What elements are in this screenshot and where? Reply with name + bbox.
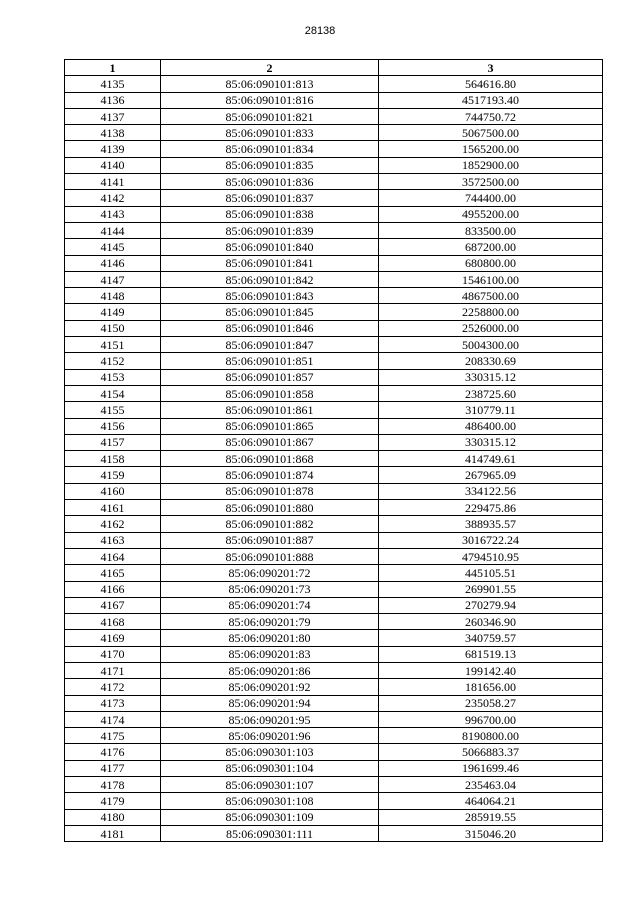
row-number-cell: 4172 xyxy=(65,679,161,695)
value-cell: 3016722.24 xyxy=(379,532,603,548)
cadastral-number-cell: 85:06:090201:96 xyxy=(161,728,379,744)
row-number-cell: 4154 xyxy=(65,385,161,401)
value-cell: 330315.12 xyxy=(379,434,603,450)
cadastral-number-cell: 85:06:090101:813 xyxy=(161,76,379,92)
row-number-cell: 4175 xyxy=(65,728,161,744)
table-header xyxy=(65,60,603,76)
value-cell: 181656.00 xyxy=(379,679,603,695)
value-cell: 330315.12 xyxy=(379,369,603,385)
row-number-cell: 4138 xyxy=(65,125,161,141)
cadastral-number-cell: 85:06:090301:111 xyxy=(161,825,379,841)
row-number-cell: 4166 xyxy=(65,581,161,597)
value-cell: 833500.00 xyxy=(379,222,603,238)
cadastral-number-cell: 85:06:090201:80 xyxy=(161,630,379,646)
table-row xyxy=(65,369,603,385)
table-row xyxy=(65,222,603,238)
value-cell: 269901.55 xyxy=(379,581,603,597)
value-cell: 340759.57 xyxy=(379,630,603,646)
cadastral-number-cell: 85:06:090101:837 xyxy=(161,190,379,206)
cadastral-number-cell: 85:06:090301:103 xyxy=(161,744,379,760)
cadastral-number-cell: 85:06:090101:835 xyxy=(161,157,379,173)
row-number-cell: 4165 xyxy=(65,565,161,581)
table-body xyxy=(65,76,603,842)
value-cell: 238725.60 xyxy=(379,385,603,401)
cadastral-number-cell: 85:06:090101:865 xyxy=(161,418,379,434)
table-row xyxy=(65,695,603,711)
table-row xyxy=(65,190,603,206)
row-number-cell: 4147 xyxy=(65,271,161,287)
table-row xyxy=(65,337,603,353)
table-row xyxy=(65,157,603,173)
value-cell: 2258800.00 xyxy=(379,304,603,320)
table-row xyxy=(65,255,603,271)
cadastral-number-cell: 85:06:090101:874 xyxy=(161,467,379,483)
cadastral-number-cell: 85:06:090201:72 xyxy=(161,565,379,581)
table-row xyxy=(65,597,603,613)
row-number-cell: 4180 xyxy=(65,809,161,825)
cadastral-number-cell: 85:06:090201:92 xyxy=(161,679,379,695)
value-cell: 996700.00 xyxy=(379,711,603,727)
table-row xyxy=(65,825,603,841)
value-cell: 681519.13 xyxy=(379,646,603,662)
table-row xyxy=(65,418,603,434)
value-cell: 5066883.37 xyxy=(379,744,603,760)
value-cell: 208330.69 xyxy=(379,353,603,369)
cadastral-number-cell: 85:06:090201:94 xyxy=(161,695,379,711)
row-number-cell: 4167 xyxy=(65,597,161,613)
table-row xyxy=(65,760,603,776)
cadastral-number-cell: 85:06:090101:816 xyxy=(161,92,379,108)
cadastral-number-cell: 85:06:090101:878 xyxy=(161,483,379,499)
cadastral-number-cell: 85:06:090201:86 xyxy=(161,662,379,678)
cadastral-number-cell: 85:06:090101:858 xyxy=(161,385,379,401)
table-row xyxy=(65,500,603,516)
cadastral-number-cell: 85:06:090101:834 xyxy=(161,141,379,157)
cadastral-number-cell: 85:06:090101:887 xyxy=(161,532,379,548)
row-number-cell: 4153 xyxy=(65,369,161,385)
value-cell: 744400.00 xyxy=(379,190,603,206)
value-cell: 687200.00 xyxy=(379,239,603,255)
column-header-1: 1 xyxy=(65,60,161,76)
value-cell: 310779.11 xyxy=(379,402,603,418)
table-row xyxy=(65,662,603,678)
value-cell: 3572500.00 xyxy=(379,174,603,190)
value-cell: 2526000.00 xyxy=(379,320,603,336)
table-row xyxy=(65,679,603,695)
cadastral-number-cell: 85:06:090101:841 xyxy=(161,255,379,271)
value-cell: 235463.04 xyxy=(379,777,603,793)
table-row xyxy=(65,353,603,369)
value-cell: 4794510.95 xyxy=(379,548,603,564)
cadastral-number-cell: 85:06:090301:107 xyxy=(161,777,379,793)
table-row xyxy=(65,728,603,744)
value-cell: 388935.57 xyxy=(379,516,603,532)
cadastral-number-cell: 85:06:090101:840 xyxy=(161,239,379,255)
cadastral-number-cell: 85:06:090201:83 xyxy=(161,646,379,662)
cadastral-number-cell: 85:06:090101:838 xyxy=(161,206,379,222)
value-cell: 8190800.00 xyxy=(379,728,603,744)
row-number-cell: 4141 xyxy=(65,174,161,190)
value-cell: 1546100.00 xyxy=(379,271,603,287)
row-number-cell: 4159 xyxy=(65,467,161,483)
cadastral-number-cell: 85:06:090101:888 xyxy=(161,548,379,564)
table-row xyxy=(65,108,603,124)
table-row xyxy=(65,174,603,190)
table-row xyxy=(65,92,603,108)
value-cell: 334122.56 xyxy=(379,483,603,499)
row-number-cell: 4179 xyxy=(65,793,161,809)
row-number-cell: 4160 xyxy=(65,483,161,499)
row-number-cell: 4151 xyxy=(65,337,161,353)
cadastral-number-cell: 85:06:090201:73 xyxy=(161,581,379,597)
value-cell: 270279.94 xyxy=(379,597,603,613)
table-row xyxy=(65,744,603,760)
registry-table xyxy=(64,59,603,842)
cadastral-number-cell: 85:06:090101:836 xyxy=(161,174,379,190)
value-cell: 464064.21 xyxy=(379,793,603,809)
row-number-cell: 4150 xyxy=(65,320,161,336)
row-number-cell: 4135 xyxy=(65,76,161,92)
table-row xyxy=(65,581,603,597)
row-number-cell: 4173 xyxy=(65,695,161,711)
value-cell: 229475.86 xyxy=(379,500,603,516)
row-number-cell: 4139 xyxy=(65,141,161,157)
value-cell: 486400.00 xyxy=(379,418,603,434)
row-number-cell: 4161 xyxy=(65,500,161,516)
cadastral-number-cell: 85:06:090201:95 xyxy=(161,711,379,727)
header-row xyxy=(65,60,603,76)
table-row xyxy=(65,516,603,532)
value-cell: 414749.61 xyxy=(379,451,603,467)
value-cell: 5067500.00 xyxy=(379,125,603,141)
value-cell: 235058.27 xyxy=(379,695,603,711)
table-row xyxy=(65,614,603,630)
table-row xyxy=(65,483,603,499)
value-cell: 744750.72 xyxy=(379,108,603,124)
row-number-cell: 4164 xyxy=(65,548,161,564)
cadastral-number-cell: 85:06:090101:851 xyxy=(161,353,379,369)
row-number-cell: 4144 xyxy=(65,222,161,238)
cadastral-number-cell: 85:06:090101:857 xyxy=(161,369,379,385)
table-row xyxy=(65,532,603,548)
column-header-3: 3 xyxy=(379,60,603,76)
row-number-cell: 4171 xyxy=(65,662,161,678)
row-number-cell: 4158 xyxy=(65,451,161,467)
table-row xyxy=(65,565,603,581)
row-number-cell: 4152 xyxy=(65,353,161,369)
row-number-cell: 4136 xyxy=(65,92,161,108)
table-row xyxy=(65,548,603,564)
value-cell: 4517193.40 xyxy=(379,92,603,108)
table-row xyxy=(65,206,603,222)
table-row xyxy=(65,402,603,418)
table-row xyxy=(65,434,603,450)
table-row xyxy=(65,809,603,825)
table-row xyxy=(65,125,603,141)
row-number-cell: 4162 xyxy=(65,516,161,532)
value-cell: 680800.00 xyxy=(379,255,603,271)
table-row xyxy=(65,239,603,255)
row-number-cell: 4156 xyxy=(65,418,161,434)
row-number-cell: 4143 xyxy=(65,206,161,222)
cadastral-number-cell: 85:06:090101:880 xyxy=(161,500,379,516)
cadastral-number-cell: 85:06:090101:861 xyxy=(161,402,379,418)
value-cell: 260346.90 xyxy=(379,614,603,630)
cadastral-number-cell: 85:06:090101:867 xyxy=(161,434,379,450)
cadastral-number-cell: 85:06:090301:108 xyxy=(161,793,379,809)
row-number-cell: 4181 xyxy=(65,825,161,841)
cadastral-number-cell: 85:06:090301:109 xyxy=(161,809,379,825)
row-number-cell: 4157 xyxy=(65,434,161,450)
row-number-cell: 4155 xyxy=(65,402,161,418)
table-row xyxy=(65,288,603,304)
table-row xyxy=(65,320,603,336)
row-number-cell: 4146 xyxy=(65,255,161,271)
table-row xyxy=(65,793,603,809)
row-number-cell: 4169 xyxy=(65,630,161,646)
table-row xyxy=(65,304,603,320)
cadastral-number-cell: 85:06:090101:868 xyxy=(161,451,379,467)
cadastral-number-cell: 85:06:090201:79 xyxy=(161,614,379,630)
row-number-cell: 4168 xyxy=(65,614,161,630)
value-cell: 285919.55 xyxy=(379,809,603,825)
cadastral-number-cell: 85:06:090101:847 xyxy=(161,337,379,353)
cadastral-number-cell: 85:06:090101:843 xyxy=(161,288,379,304)
row-number-cell: 4137 xyxy=(65,108,161,124)
page-number: 28138 xyxy=(304,25,336,37)
value-cell: 4955200.00 xyxy=(379,206,603,222)
value-cell: 1852900.00 xyxy=(379,157,603,173)
value-cell: 199142.40 xyxy=(379,662,603,678)
cadastral-number-cell: 85:06:090101:846 xyxy=(161,320,379,336)
cadastral-number-cell: 85:06:090101:839 xyxy=(161,222,379,238)
row-number-cell: 4178 xyxy=(65,777,161,793)
table-row xyxy=(65,777,603,793)
table-row xyxy=(65,141,603,157)
value-cell: 1961699.46 xyxy=(379,760,603,776)
row-number-cell: 4149 xyxy=(65,304,161,320)
cadastral-number-cell: 85:06:090101:821 xyxy=(161,108,379,124)
row-number-cell: 4176 xyxy=(65,744,161,760)
row-number-cell: 4145 xyxy=(65,239,161,255)
value-cell: 1565200.00 xyxy=(379,141,603,157)
cadastral-number-cell: 85:06:090301:104 xyxy=(161,760,379,776)
cadastral-number-cell: 85:06:090101:842 xyxy=(161,271,379,287)
table-row xyxy=(65,646,603,662)
value-cell: 267965.09 xyxy=(379,467,603,483)
cadastral-number-cell: 85:06:090101:882 xyxy=(161,516,379,532)
row-number-cell: 4140 xyxy=(65,157,161,173)
table-row xyxy=(65,271,603,287)
value-cell: 315046.20 xyxy=(379,825,603,841)
value-cell: 564616.80 xyxy=(379,76,603,92)
row-number-cell: 4174 xyxy=(65,711,161,727)
table-row xyxy=(65,76,603,92)
value-cell: 445105.51 xyxy=(379,565,603,581)
row-number-cell: 4170 xyxy=(65,646,161,662)
table-row xyxy=(65,630,603,646)
table-row xyxy=(65,451,603,467)
cadastral-number-cell: 85:06:090101:845 xyxy=(161,304,379,320)
table-row xyxy=(65,711,603,727)
table-row xyxy=(65,467,603,483)
value-cell: 4867500.00 xyxy=(379,288,603,304)
table-row xyxy=(65,385,603,401)
column-header-2: 2 xyxy=(161,60,379,76)
row-number-cell: 4142 xyxy=(65,190,161,206)
row-number-cell: 4148 xyxy=(65,288,161,304)
cadastral-number-cell: 85:06:090101:833 xyxy=(161,125,379,141)
value-cell: 5004300.00 xyxy=(379,337,603,353)
cadastral-number-cell: 85:06:090201:74 xyxy=(161,597,379,613)
row-number-cell: 4163 xyxy=(65,532,161,548)
row-number-cell: 4177 xyxy=(65,760,161,776)
